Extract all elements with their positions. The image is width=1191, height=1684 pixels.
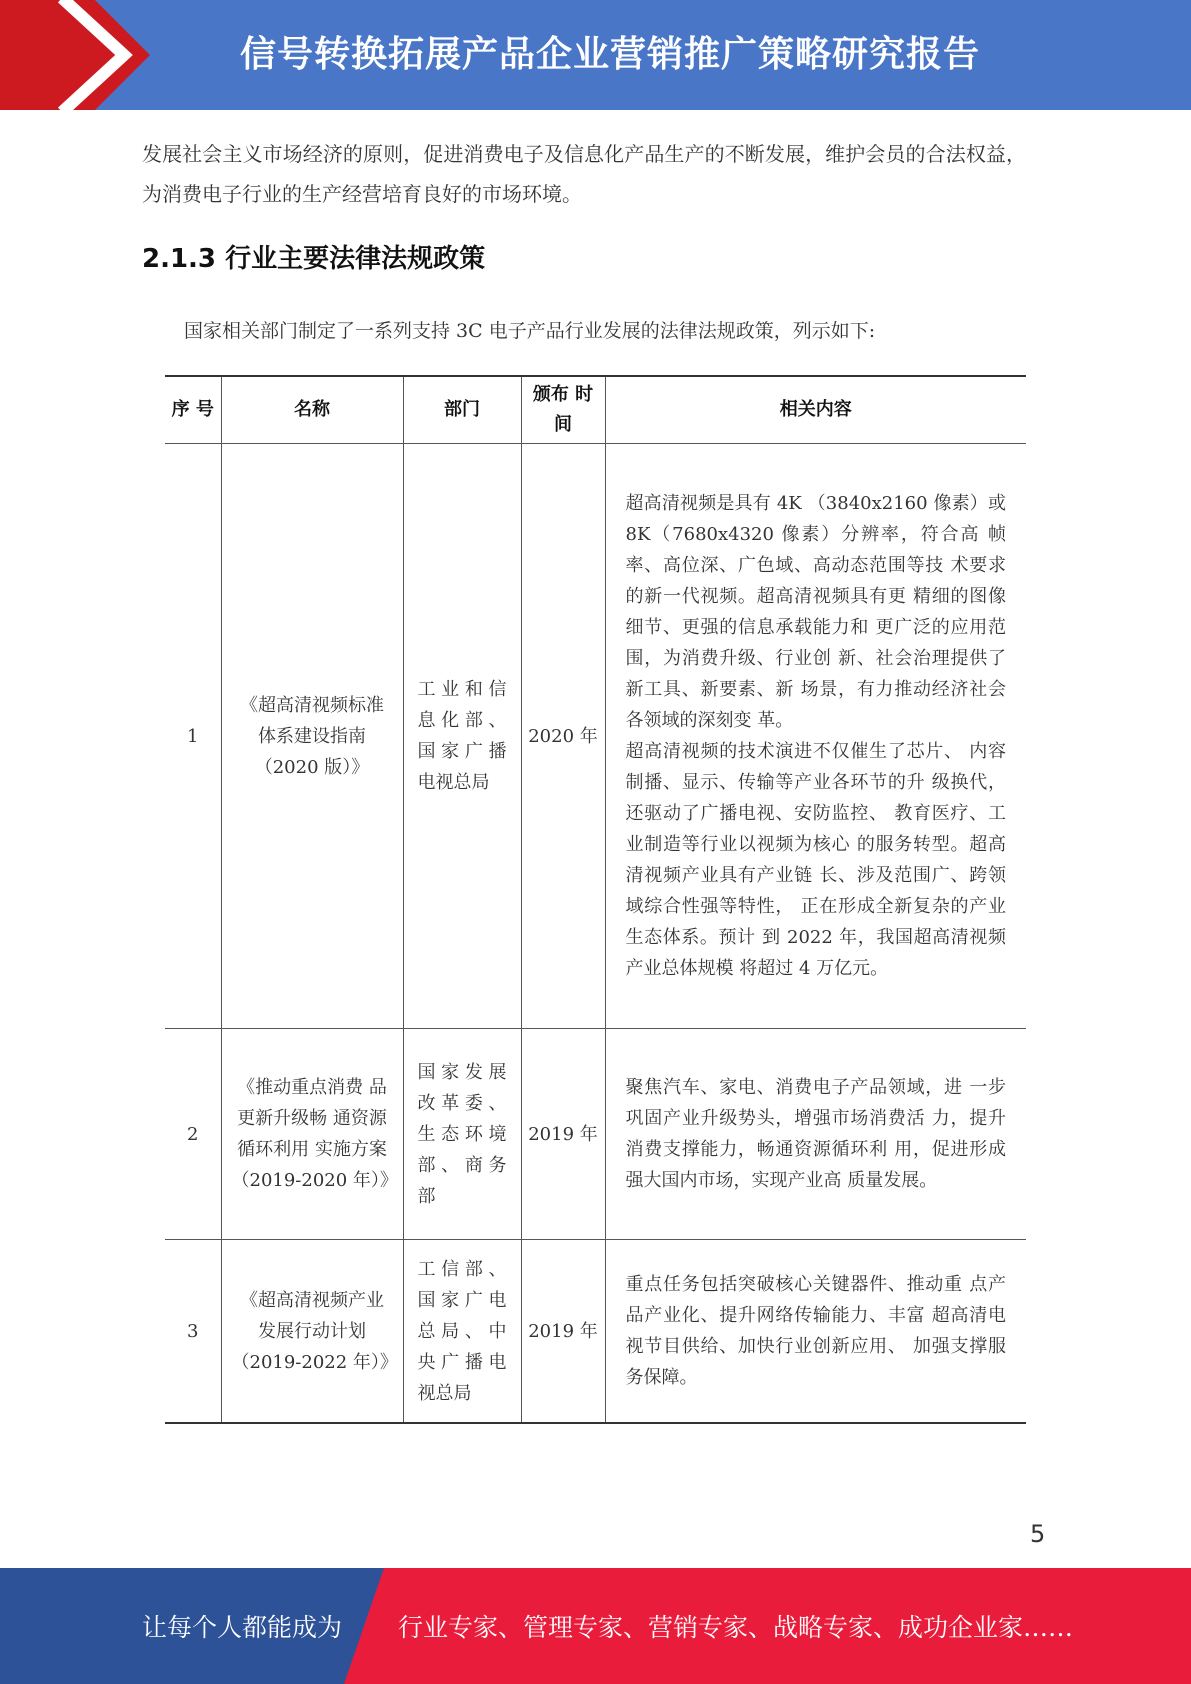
header-cell-year: 颁布 时间	[521, 376, 605, 444]
row-content	[605, 444, 1026, 1029]
row-content	[605, 1029, 1026, 1240]
row-content-paragraph: 重点任务包括突破核心关键器件、推动重 点产品产业化、提升网络传输能力、丰富 超高清电视节目供给、加快行业创新应用、 加强支撑服务保障。	[625, 1274, 1006, 1388]
footer-slogan-left: 让每个人都能成为	[142, 1613, 343, 1642]
row-year: 2020 年	[521, 444, 605, 1029]
row-year: 2019 年	[521, 1029, 605, 1240]
table-row	[165, 1240, 1026, 1424]
row-policy-name: 《超高清视频标准体系建设指南（2020 版）》	[221, 444, 403, 1029]
row-department: 工业和信息化部、国家广播电视总局	[403, 444, 521, 1029]
table-header-row	[165, 376, 1026, 444]
header-cell-num: 序 号	[165, 376, 221, 444]
page-footer	[0, 1568, 1191, 1684]
intro-paragraph: 发展社会主义市场经济的原则，促进消费电子及信息化产品生产的不断发展，维护会员的合法权益，为消费电子行业的生产经营培育良好的市场环境。	[142, 142, 1026, 206]
row-content	[605, 1240, 1026, 1424]
header-cell-name: 名称	[221, 376, 403, 444]
section-lead: 国家相关部门制定了一系列支持 3C 电子产品行业发展的法律法规政策，列示如下:	[184, 320, 876, 342]
section-heading: 2.1.3 行业主要法律法规政策	[142, 244, 486, 274]
policy-table	[165, 375, 1026, 1424]
footer-slogan-right: 行业专家、管理专家、营销专家、战略专家、成功企业家……	[398, 1613, 1074, 1642]
table-row	[165, 444, 1026, 1029]
table-row	[165, 1029, 1026, 1240]
row-num: 3	[165, 1240, 221, 1424]
row-num: 2	[165, 1029, 221, 1240]
row-content-paragraph: 超高清视频的技术演进不仅催生了芯片、 内容制播、显示、传输等产业各环节的升 级换代，还驱动了广播电视、安防监控、 教育医疗、工业制造等行业以视频为核心 的服务转型。超高清视频产业具有产业链 长、涉及范围广、跨领域综合性强等特性， 正在形成全新复杂的产业生态体系。预计 到 2022 年，我国超高清视频产业总体规模 将超过 4 万亿元。	[625, 741, 1006, 979]
page-number: 5	[1030, 1520, 1046, 1548]
row-content-paragraph: 聚焦汽车、家电、消费电子产品领域，进 一步巩固产业升级势头，增强市场消费活 力，提升消费支撑能力，畅通资源循环利 用，促进形成强大国内市场，实现产业高 质量发展。	[625, 1077, 1006, 1191]
row-num: 1	[165, 444, 221, 1029]
page-header	[0, 0, 1191, 110]
row-department: 工信部、国家广电总局、中央广播电视总局	[403, 1240, 521, 1424]
row-department: 国家发展改革委、生态环境部、商务部	[403, 1029, 521, 1240]
report-title: 信号转换拓展产品企业营销推广策略研究报告	[240, 34, 981, 75]
row-policy-name: 《超高清视频产业发展行动计划（2019-2022 年）》	[221, 1240, 403, 1424]
header-cell-dept: 部门	[403, 376, 521, 444]
row-policy-name: 《推动重点消费 品更新升级畅 通资源循环利用 实施方案（2019-2020 年）》	[221, 1029, 403, 1240]
row-year: 2019 年	[521, 1240, 605, 1424]
header-cell-content: 相关内容	[605, 376, 1026, 444]
row-content-paragraph: 超高清视频是具有 4K （3840x2160 像素）或 8K（7680x4320 像素）分辨率，符合高 帧率、高位深、广色域、高动态范围等技 术要求的新一代视频。超高清视频具有更 精细的图像细节、更强的信息承载能力和 更广泛的应用范围，为消费升级、行业创 新、社会治理提供了新工具、新要素、新 场景，有力推动经济社会各领域的深刻变 革。	[625, 493, 1006, 731]
